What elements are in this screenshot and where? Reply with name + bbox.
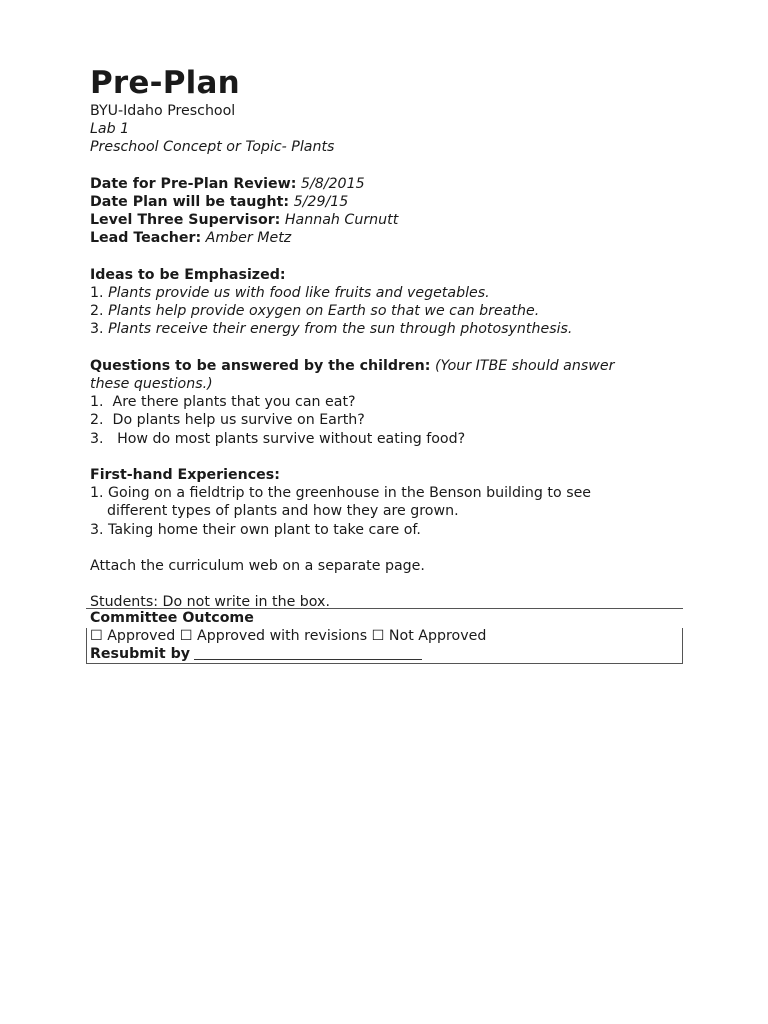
- review-date-value: 5/8/2015: [300, 175, 365, 192]
- lab-number: Lab 1: [90, 121, 130, 138]
- committee-outcome-box: [86, 608, 683, 664]
- questions-heading-row: [90, 357, 690, 375]
- approval-options: ☐ Approved ☐ Approved with revisions ☐ Not Approved: [90, 628, 487, 645]
- lead-teacher-row: [90, 229, 690, 247]
- idea-item: 2. Plants help provide oxygen on Earth so that we can breathe.: [90, 303, 540, 320]
- question-item: 1. Are there plants that you can eat?: [90, 394, 356, 411]
- box-left-border: [86, 628, 87, 664]
- review-date-row: [90, 175, 690, 193]
- resubmit-label: Resubmit by: [90, 646, 191, 663]
- resubmit-row: [90, 645, 486, 663]
- questions-heading: Questions to be answered by the children:: [90, 357, 431, 374]
- taught-date-label: Date Plan will be taught:: [90, 194, 290, 210]
- page-title: Pre-Plan: [90, 65, 240, 101]
- taught-date-row: [90, 193, 690, 211]
- school-name: BYU-Idaho Preschool: [90, 103, 236, 119]
- taught-date-value: 5/29/15: [293, 194, 349, 210]
- question-item: 2. Do plants help us survive on Earth?: [90, 412, 365, 429]
- committee-heading: Committee Outcome: [90, 610, 254, 626]
- lead-teacher-value: Amber Metz: [205, 230, 292, 247]
- questions-note-continued: these questions.): [90, 376, 213, 392]
- idea-item: 1. Plants provide us with food like fruits and vegetables.: [90, 285, 490, 301]
- lead-teacher-label: Lead Teacher:: [90, 230, 202, 247]
- box-right-border: [682, 628, 683, 664]
- pre-plan-document: [90, 64, 690, 612]
- question-item: 3. How do most plants survive without eating food?: [90, 430, 466, 447]
- concept-topic: Preschool Concept or Topic- Plants: [90, 139, 335, 156]
- attach-note: Attach the curriculum web on a separate page.: [90, 558, 425, 574]
- students-note: Students: Do not write in the box.: [90, 594, 330, 611]
- committee-content: [90, 609, 486, 664]
- supervisor-label: Level Three Supervisor:: [90, 212, 281, 229]
- questions-note: (Your ITBE should answer: [434, 357, 615, 374]
- ideas-heading: Ideas to be Emphasized:: [90, 266, 286, 283]
- supervisor-value: Hannah Curnutt: [284, 212, 399, 229]
- supervisor-row: [90, 211, 690, 229]
- experience-item: 1. Going on a fieldtrip to the greenhouse in the Benson building to see: [90, 485, 592, 502]
- experience-item-continued: different types of plants and how they are grown.: [107, 503, 459, 520]
- experiences-heading: First-hand Experiences:: [90, 467, 280, 483]
- review-date-label: Date for Pre-Plan Review:: [90, 175, 297, 192]
- idea-item: 3. Plants receive their energy from the sun through photosynthesis.: [90, 321, 573, 338]
- experience-item: 3. Taking home their own plant to take care of.: [90, 521, 421, 538]
- resubmit-date-line: [194, 645, 422, 660]
